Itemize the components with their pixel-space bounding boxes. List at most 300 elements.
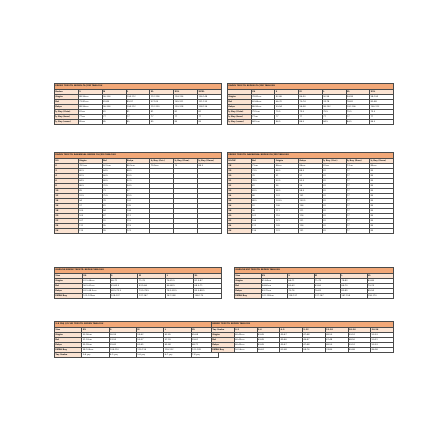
table-cell: 79.5cm xyxy=(150,164,174,169)
table-cell: 59-61 xyxy=(191,338,218,343)
table-cell: 137-147 xyxy=(314,294,341,299)
row-label: Kalça xyxy=(55,289,83,294)
column-header: 0-3 xyxy=(234,328,257,333)
row-label: İç Boy (kısa) xyxy=(55,115,79,120)
table-cell: 88.5 xyxy=(251,199,275,204)
table-cell: 77cm xyxy=(78,115,102,120)
row-label: EMEA Boy xyxy=(235,294,262,299)
table-cell: 77 xyxy=(150,115,174,120)
row-label: 36 xyxy=(228,204,252,209)
row-label: 20 xyxy=(55,214,79,219)
table-cell: 88.5 xyxy=(299,169,323,174)
table-cell: 96 xyxy=(251,209,275,214)
table-cell: 40-43cm xyxy=(234,343,257,348)
table-cell: 110-116 xyxy=(136,348,163,353)
table-cell: 81 xyxy=(198,110,222,115)
table-cell: 85 xyxy=(370,199,394,204)
table-cell: 86cm xyxy=(275,164,299,169)
table-cell: 62-68 xyxy=(280,348,303,353)
column-header: L xyxy=(341,274,368,279)
table-cell: 79.5 xyxy=(275,110,299,115)
table-cell: 120-128 xyxy=(174,105,198,110)
column-header: 12-18 xyxy=(325,328,348,333)
table-cell: 77 xyxy=(174,115,198,120)
table-cell: 91 xyxy=(275,174,299,179)
table-cell: 53-56cm xyxy=(82,333,109,338)
table-cell: 104-112 xyxy=(126,105,150,110)
table-cell: 84.5 xyxy=(322,120,346,125)
table-cell: 74-80 xyxy=(325,348,348,353)
table-cell: 108 xyxy=(126,209,150,214)
table-cell: 86cm xyxy=(299,164,323,169)
table-cell: 68-71 xyxy=(191,343,218,348)
table-cell: 81-89 xyxy=(102,100,126,105)
table-cell: 78-82cm xyxy=(251,95,275,100)
table-cell: 106 xyxy=(275,204,299,209)
table-cell: 47-48 xyxy=(303,343,326,348)
table-cell: 61.5-66cm xyxy=(82,279,110,284)
table-cell: 7-8 yaş xyxy=(191,353,218,358)
table-cell: 81 xyxy=(322,174,346,179)
column-header: XL xyxy=(346,90,370,95)
table-cell: 115 xyxy=(126,219,150,224)
table-cell: 77 xyxy=(299,115,323,120)
table-cell: 78-82 xyxy=(346,100,370,105)
table-cell: 73-81cm xyxy=(78,100,102,105)
table-cell: 50-52 xyxy=(348,343,371,348)
table-cell: 81 xyxy=(322,229,346,234)
row-label: Bel xyxy=(55,338,82,343)
table-row xyxy=(55,294,222,299)
table-cell: 79.5 xyxy=(322,110,346,115)
table-title: ERKEK TEKSTİL BEDEN ÖLÇÜM TABLOSU xyxy=(55,84,222,90)
table-cell: 77 xyxy=(126,115,150,120)
row-label: Kalça xyxy=(235,289,262,294)
row-label: İç Boy (kısa) xyxy=(228,115,252,120)
table-cell: 70-74 xyxy=(367,284,394,289)
row-label: 29 xyxy=(228,169,252,174)
table-cell: 81 xyxy=(322,169,346,174)
table-cell: 80-86 xyxy=(348,348,371,353)
table-title: GARSON ERKEK TEKSTİL BEDEN TABLOSU xyxy=(55,268,222,274)
table-cell: 88-96cm xyxy=(78,105,102,110)
row-label: 18 xyxy=(55,209,79,214)
row-label: 12 xyxy=(55,194,79,199)
table-cell: 62-65 xyxy=(164,333,191,338)
row-label: 22 xyxy=(55,219,79,224)
table-title: 3-8 YAŞ ÇOCUK TEKSTİL BEDEN TABLOSU xyxy=(55,322,219,328)
table-cell: 77 xyxy=(346,209,370,214)
table-cell: 81 xyxy=(322,224,346,229)
men-textile-size-table xyxy=(54,83,222,125)
table-cell: 77 xyxy=(322,115,346,120)
table-cell: 124-136 xyxy=(174,95,198,100)
table-cell: 70-74 xyxy=(299,100,323,105)
table-row xyxy=(228,120,394,125)
column-header: İç Boy (Kısa) xyxy=(346,159,370,164)
column-header: L xyxy=(322,90,346,95)
table-cell: 79.5cm xyxy=(251,110,275,115)
table-cell: 85 xyxy=(126,120,150,125)
table-cell: 56-62 xyxy=(257,348,280,353)
table-cell: 85 xyxy=(370,194,394,199)
table-cell: 77 xyxy=(102,115,126,120)
table-cell: 77 xyxy=(346,194,370,199)
row-label: İç Boy (Orta) xyxy=(55,110,79,115)
table-cell: 81 xyxy=(322,204,346,209)
column-header: XS xyxy=(261,274,288,279)
column-header: Beden xyxy=(55,90,79,95)
table-cell: 112-124 xyxy=(150,95,174,100)
table-cell: 83.5 xyxy=(251,189,275,194)
table-cell: 81 xyxy=(174,110,198,115)
table-cell: 78.5 xyxy=(251,179,275,184)
table-title: ERKEK TEKSTİL RAKAMSAL BEDEN ÖLÇÜM TABLOSU xyxy=(228,153,394,159)
column-header: XS xyxy=(251,90,275,95)
table-cell: 77 xyxy=(275,115,299,120)
table-cell: 92.5 xyxy=(126,179,150,184)
table-cell: 85 xyxy=(370,214,394,219)
column-header: 18-24 xyxy=(348,328,371,333)
row-label: Göğüs xyxy=(55,95,79,100)
table-cell: 81 xyxy=(102,110,126,115)
row-label: İç Boy (uzun) xyxy=(55,120,79,125)
table-cell: 84.5 xyxy=(198,164,222,169)
table-cell: 54-60cm xyxy=(261,284,288,289)
row-label: Bel xyxy=(212,338,235,343)
table-cell: 77 xyxy=(346,174,370,179)
table-cell: 123 xyxy=(126,229,150,234)
table-cell: 91.5 xyxy=(78,194,102,199)
table-cell: 75.5 xyxy=(102,194,126,199)
table-cell: 107 xyxy=(78,219,102,224)
column-header: Bel xyxy=(102,159,126,164)
row-label: Göğüs xyxy=(55,333,82,338)
row-label: Yaş Grubu xyxy=(55,353,82,358)
column-header: S xyxy=(275,90,299,95)
table-cell: 71-76 xyxy=(138,279,166,284)
column-header: M xyxy=(314,274,341,279)
girls-size-table xyxy=(234,267,394,299)
column-header: XXXL xyxy=(198,90,222,95)
table-cell: 85 xyxy=(370,169,394,174)
table-cell: 116 xyxy=(251,229,275,234)
table-cell: 99 xyxy=(102,229,126,234)
table-cell: 56-59 xyxy=(109,333,136,338)
table-cell: 3-4 yaş xyxy=(82,353,109,358)
table-cell: 94 xyxy=(78,199,102,204)
table-cell: 82-88 xyxy=(370,100,394,105)
table-cell: 85 xyxy=(370,204,394,209)
table-cell: 81 xyxy=(150,110,174,115)
table-cell: 85 xyxy=(370,174,394,179)
table-cell: 98.5 xyxy=(275,189,299,194)
column-header: Kalça xyxy=(299,159,323,164)
column-header: M xyxy=(299,90,323,95)
column-header: 9-12 xyxy=(303,328,326,333)
table-cell: 101 xyxy=(275,194,299,199)
table-cell: 78.5cm xyxy=(78,164,102,169)
kids-3-8-size-table xyxy=(54,321,219,358)
row-label: 34 xyxy=(228,194,252,199)
table-cell: 102-106 xyxy=(346,105,370,110)
table-cell: 106 xyxy=(299,204,323,209)
table-title: KADIN TEKSTİL BEDEN ÖLÇÜM TABLOSU xyxy=(228,84,394,90)
table-cell: 81.5-87 xyxy=(194,279,222,284)
table-cell: 81 xyxy=(322,184,346,189)
column-header: XXL xyxy=(174,90,198,95)
table-cell: 81 xyxy=(322,189,346,194)
table-cell: 45-47 xyxy=(280,343,303,348)
table-cell: 87 xyxy=(102,214,126,219)
table-cell: 81 xyxy=(322,179,346,184)
table-cell: 74-78 xyxy=(322,100,346,105)
table-cell: 147-158 xyxy=(166,294,194,299)
table-cell: 104-110 xyxy=(109,348,136,353)
table-cell: 43-45 xyxy=(257,338,280,343)
table-cell: 116 xyxy=(275,214,299,219)
table-cell: 81 xyxy=(322,199,346,204)
men-numeric-size-table xyxy=(227,152,394,234)
row-label: 28 xyxy=(228,164,252,169)
table-cell: 82.5 xyxy=(78,174,102,179)
table-row xyxy=(55,229,222,234)
table-cell: 126 xyxy=(275,224,299,229)
table-cell: 71-78 xyxy=(314,279,341,284)
table-cell: 4-5 yaş xyxy=(109,353,136,358)
table-cell: 79.5 xyxy=(346,110,370,115)
table-cell: 112-120 xyxy=(150,105,174,110)
table-cell: 90-94 xyxy=(322,95,346,100)
table-cell: 116 xyxy=(299,214,323,219)
table-cell: 85 xyxy=(370,219,394,224)
table-cell: 55-59cm xyxy=(82,343,109,348)
column-header: US xyxy=(55,159,79,164)
table-cell: 81 xyxy=(322,214,346,219)
column-header: XL xyxy=(367,274,394,279)
table-cell: 94-98 xyxy=(346,95,370,100)
table-cell: 5-6 yaş xyxy=(136,353,163,358)
table-cell: 103.5 xyxy=(299,199,323,204)
table-cell: 86-90 xyxy=(299,95,323,100)
table-cell: 85 xyxy=(150,120,174,125)
table-cell: 91 xyxy=(299,174,323,179)
table-cell: 84 xyxy=(102,209,126,214)
table-cell: 158-170 xyxy=(194,294,222,299)
table-cell: 81 xyxy=(251,184,275,189)
table-cell: 84.5 xyxy=(346,120,370,125)
table-cell: 80.5 xyxy=(78,169,102,174)
table-cell: 88.5 xyxy=(275,169,299,174)
table-cell: 104-112 xyxy=(126,95,150,100)
table-cell: 50-51 xyxy=(371,338,394,343)
table-cell: 57-59 xyxy=(164,338,191,343)
row-label: 30 xyxy=(228,174,252,179)
row-label: Bel xyxy=(235,284,262,289)
table-cell: 105 xyxy=(126,204,150,209)
table-cell: 96 xyxy=(299,184,323,189)
table-cell: 61-64cm xyxy=(261,279,288,284)
table-cell: 84.5 xyxy=(370,120,394,125)
table-row xyxy=(235,294,394,299)
table-cell: 78 xyxy=(102,199,126,204)
table-cell: 109-121 xyxy=(174,100,198,105)
table-cell: 99.5 xyxy=(126,194,150,199)
table-cell: 51-53cm xyxy=(82,338,109,343)
column-header: XS xyxy=(82,328,109,333)
table-cell: 66-71 xyxy=(110,279,138,284)
table-cell: 82-86 xyxy=(275,95,299,100)
table-cell: 94.5 xyxy=(126,184,150,189)
table-cell: 79.5 xyxy=(370,110,394,115)
table-cell xyxy=(174,229,198,234)
table-cell: 77 xyxy=(346,199,370,204)
row-label: 24 xyxy=(55,224,79,229)
row-label: Göğüs xyxy=(235,279,262,284)
table-cell: 40-43cm xyxy=(234,338,257,343)
table-cell: 137-147 xyxy=(138,294,166,299)
table-cell: 76 xyxy=(251,174,275,179)
table-cell: 83.5-88.5 xyxy=(194,289,222,294)
table-cell: 158-170 xyxy=(367,294,394,299)
table-cell: 121 xyxy=(299,219,323,224)
table-cell: 65-68 xyxy=(191,333,218,338)
table-row xyxy=(55,120,222,125)
row-label: Göğüs xyxy=(55,279,83,284)
table-cell: 126 xyxy=(299,224,323,229)
column-header: Göğüs xyxy=(275,159,299,164)
row-label: EMEA Boy xyxy=(212,348,235,353)
column-header: İç Boy (Ort.) xyxy=(150,159,174,164)
table-cell: 81 xyxy=(126,110,150,115)
table-cell: 81cm xyxy=(78,110,102,115)
column-header: 24-36 xyxy=(371,328,394,333)
table-cell xyxy=(198,229,222,234)
table-cell: 131 xyxy=(299,229,323,234)
table-cell: 106 xyxy=(251,219,275,224)
table-cell: 77 xyxy=(346,204,370,209)
column-header: İç Boy (Uzun) xyxy=(198,159,222,164)
column-header: XL xyxy=(194,274,222,279)
table-cell: 68-74 xyxy=(303,348,326,353)
table-cell: 101 xyxy=(251,214,275,219)
column-header: Kalça xyxy=(126,159,150,164)
table-cell: 116-122 xyxy=(164,348,191,353)
table-cell: 85cm xyxy=(78,120,102,125)
row-label: 26 xyxy=(55,229,79,234)
column-header: Yaş Grubu xyxy=(212,328,235,333)
table-cell: 85 xyxy=(370,179,394,184)
table-cell: 122-128cm xyxy=(261,294,288,299)
column-header: 3-6 xyxy=(257,328,280,333)
table-cell: 52-53 xyxy=(371,333,394,338)
women-numeric-size-table xyxy=(54,152,222,234)
table-cell: 85 xyxy=(370,224,394,229)
table-cell: 65-68 xyxy=(164,343,191,348)
table-cell: 128-137 xyxy=(110,294,138,299)
table-cell: 66.5 xyxy=(102,174,126,179)
table-cell: 98.5 xyxy=(299,189,323,194)
table-cell: 93.5 xyxy=(299,179,323,184)
row-label: Kalça xyxy=(212,343,235,348)
table-cell: 81 xyxy=(322,219,346,224)
table-cell: 77 xyxy=(370,115,394,120)
table-cell: 62-65 xyxy=(136,343,163,348)
table-cell: 84.5 xyxy=(78,179,102,184)
table-cell: 77 xyxy=(346,219,370,224)
row-label: 16 xyxy=(55,204,79,209)
table-cell: 45-47 xyxy=(280,333,303,338)
table-cell: 122-128cm xyxy=(82,294,110,299)
table-cell: 128-136 xyxy=(198,105,222,110)
table-cell: 98-102 xyxy=(322,105,346,110)
table-cell: 64-71 xyxy=(288,279,315,284)
table-cell: 85 xyxy=(174,120,198,125)
table-cell: 79.5 xyxy=(299,110,323,115)
table-cell: 85 xyxy=(370,184,394,189)
table-cell: 98-104cm xyxy=(82,348,109,353)
table-cell: 86.5cm xyxy=(126,164,150,169)
table-cell: 131 xyxy=(275,229,299,234)
table-cell: 88.5 xyxy=(126,169,150,174)
table-cell: 68.5 xyxy=(102,179,126,184)
row-label: 33 xyxy=(228,189,252,194)
table-cell: 85 xyxy=(370,189,394,194)
table-cell: 81 xyxy=(322,194,346,199)
table-cell: 46-47 xyxy=(303,338,326,343)
table-cell: 136-148 xyxy=(198,95,222,100)
column-header: XXL xyxy=(370,90,394,95)
table-cell: 48-50 xyxy=(348,338,371,343)
column-header: S xyxy=(288,274,315,279)
table-cell: 115 xyxy=(78,229,102,234)
table-cell: 122-128 xyxy=(191,348,218,353)
table-cell: 81cm xyxy=(322,164,346,169)
table-cell: 97 xyxy=(126,189,150,194)
table-cell: 77 xyxy=(346,229,370,234)
table-cell: 86-98 xyxy=(371,348,394,353)
women-textile-size-table xyxy=(227,83,394,125)
table-cell: 83-88 xyxy=(367,279,394,284)
column-header: XL xyxy=(191,328,218,333)
table-cell: 77 xyxy=(346,224,370,229)
table-cell: 111 xyxy=(126,214,150,219)
table-cell: 111 xyxy=(299,209,323,214)
table-cell: 85 xyxy=(370,229,394,234)
row-label: 40 xyxy=(228,214,252,219)
table-cell: 103.5 xyxy=(275,199,299,204)
table-cell: 85 xyxy=(102,120,126,125)
row-label: 35 xyxy=(228,199,252,204)
row-label: 0 xyxy=(55,164,79,169)
table-cell: 71cm xyxy=(251,164,275,169)
column-header: XL xyxy=(150,90,174,95)
table-cell: 88-96cm xyxy=(78,95,102,100)
row-label: 6 xyxy=(55,179,79,184)
row-label: 4 xyxy=(55,174,79,179)
table-cell: 59-62 xyxy=(136,333,163,338)
row-label: 31 xyxy=(228,179,252,184)
table-cell: 68.5-71 xyxy=(194,284,222,289)
row-label: 10 xyxy=(55,189,79,194)
column-header: S xyxy=(109,328,136,333)
table-cell: 81 xyxy=(102,204,126,209)
table-cell: 68.5-73.5 xyxy=(110,289,138,294)
table-row xyxy=(212,348,394,353)
column-header: İç Boy (Ort.) xyxy=(322,159,346,164)
table-cell: 77cm xyxy=(346,164,370,169)
table-cell: 77 xyxy=(346,214,370,219)
